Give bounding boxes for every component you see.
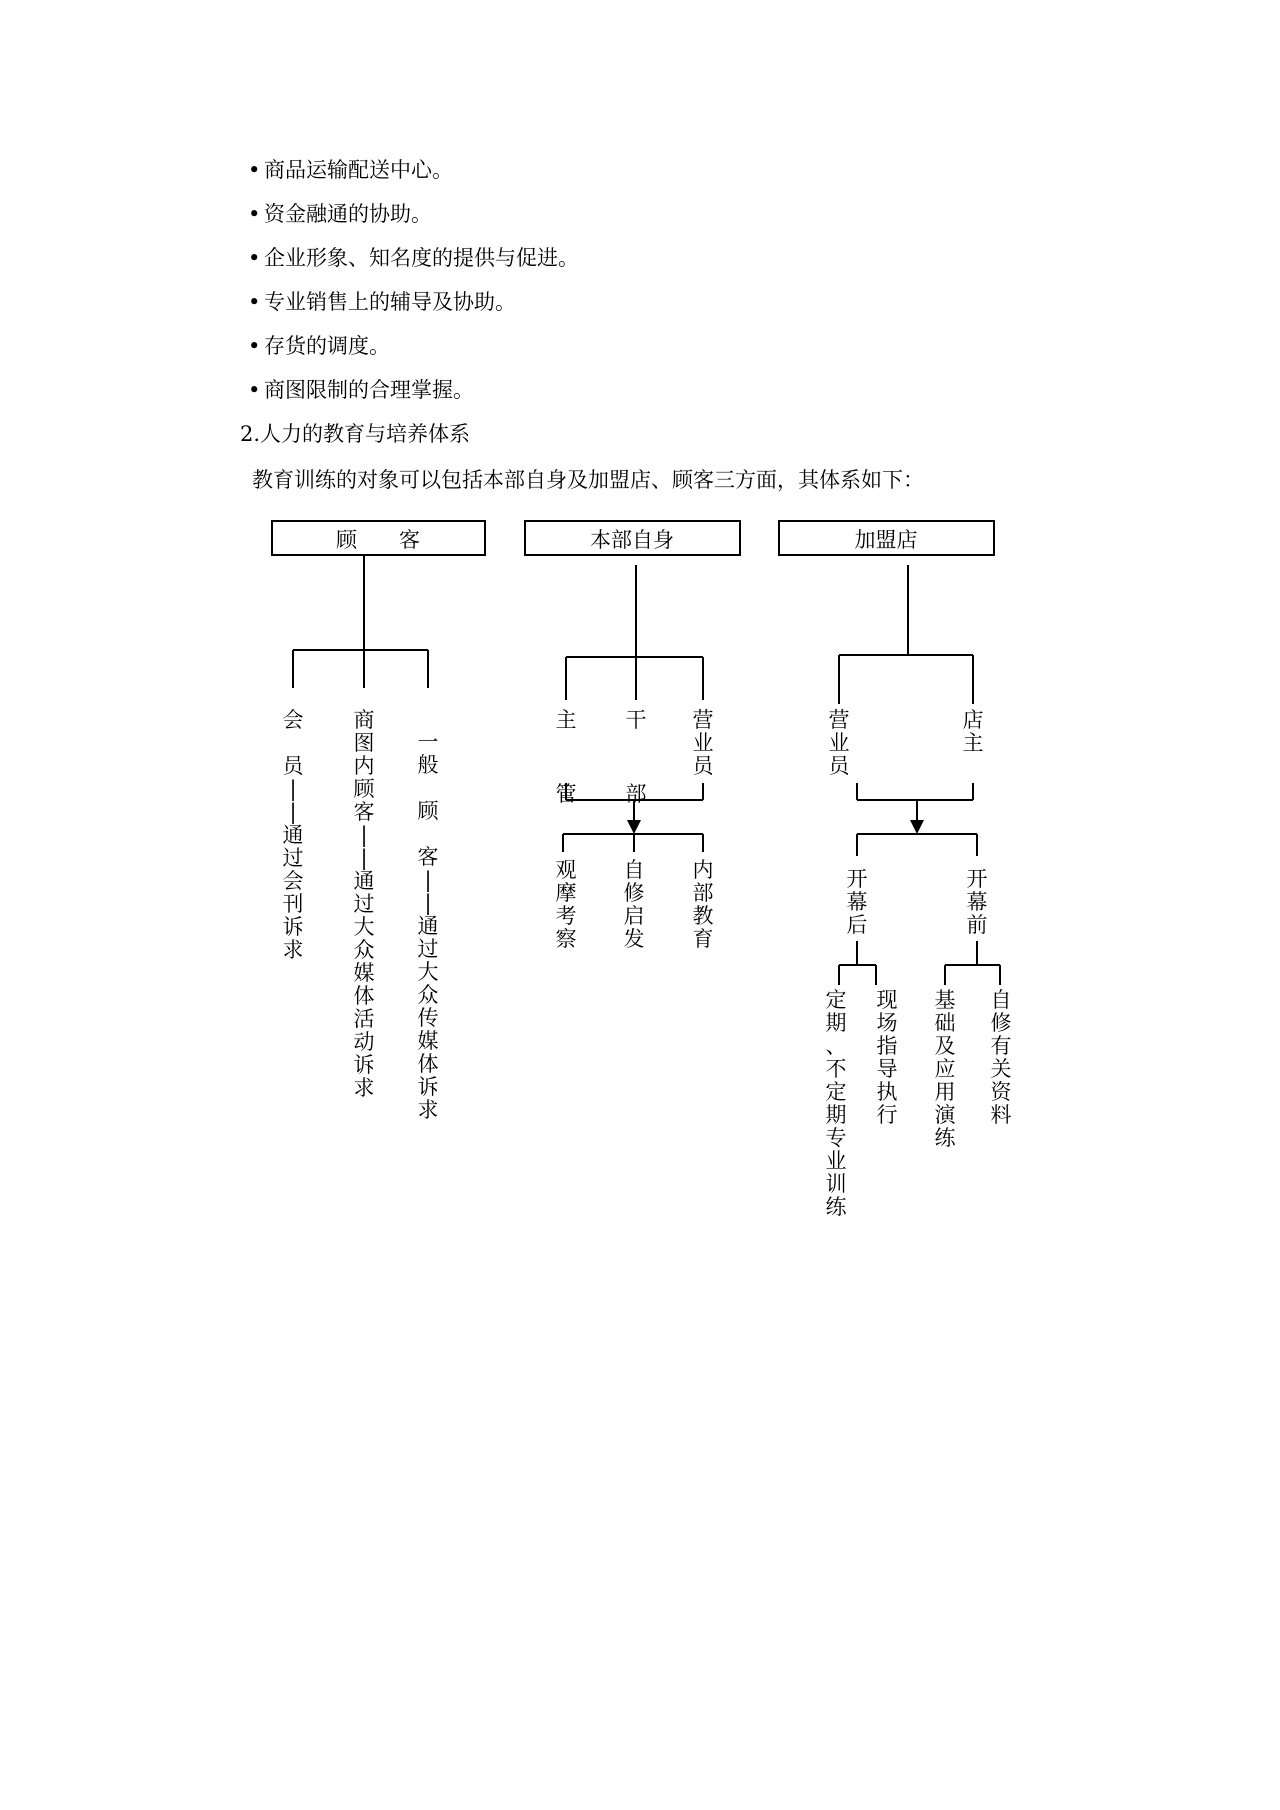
method-self-study-materials: 自修有关资料 [990, 988, 1012, 1127]
bullet-item: • 资金融通的协助。 [248, 202, 432, 226]
franchise-title: 加盟店 [854, 528, 918, 552]
hq-method-observe: 观摩考察 [555, 858, 577, 951]
bullet-item: • 商品运输配送中心。 [248, 158, 453, 182]
hq-staff-manager: 主 管 [555, 708, 577, 806]
customer-title: 顾 客 [336, 528, 420, 552]
method-onsite-guidance: 现场指导执行 [876, 988, 898, 1127]
hq-staff-sales: 营业员 [692, 708, 714, 778]
bullet-item: • 存货的调度。 [248, 334, 390, 358]
franchise-arrow [910, 820, 924, 834]
phase-after-opening: 开幕后 [846, 867, 868, 937]
customer-item-general: 一般 顾 客| |通过大众传媒体诉求 [417, 730, 439, 1122]
customer-item-member: 会 员| |通过会刊诉求 [282, 708, 304, 962]
bullet-item: • 商图限制的合理掌握。 [248, 378, 474, 402]
hq-method-internal: 内部教育 [692, 858, 714, 951]
customer-item-trade-area: 商图内顾客| |通过大众媒体活动诉求 [353, 708, 375, 1100]
intro-paragraph: 教育训练的对象可以包括本部自身及加盟店、顾客三方面，其体系如下： [252, 468, 924, 492]
section-heading: 2.人力的教育与培养体系 [240, 422, 471, 446]
bullet-item: • 企业形象、知名度的提供与促进。 [248, 246, 579, 270]
phase-before-opening: 开幕前 [966, 867, 988, 937]
headquarters-arrow [627, 820, 641, 834]
method-periodic-training: 定期、不定期专业训练 [825, 988, 847, 1219]
hq-method-self-study: 自修启发 [623, 858, 645, 951]
headquarters-title: 本部自身 [590, 528, 674, 552]
method-basic-practice: 基础及应用演练 [934, 988, 956, 1150]
bullet-item: • 专业销售上的辅导及协助。 [248, 290, 516, 314]
franchise-staff-sales: 营业员 [828, 708, 850, 778]
hq-staff-cadre: 干 部 [625, 708, 647, 806]
franchise-staff-owner: 店主 [962, 708, 984, 755]
